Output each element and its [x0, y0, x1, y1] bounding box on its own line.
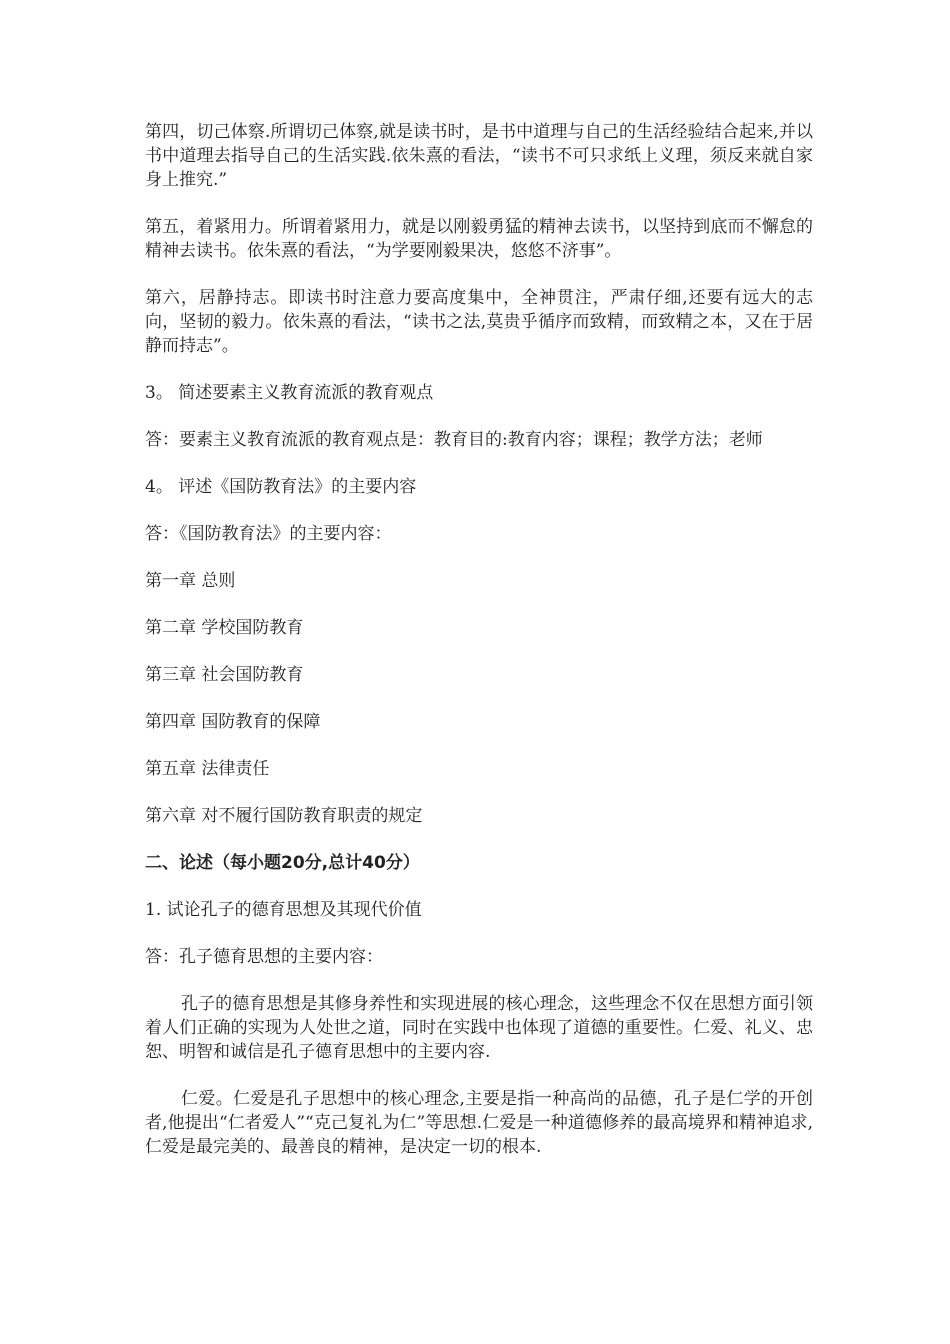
- paragraph-point-six: 第六，居静持志。即读书时注意力要高度集中，全神贯注，严肃仔细,还要有远大的志向，坚韧的毅力。依朱熹的看法，“读书之法,莫贵乎循序而致精，而致精之本，又在于居静而持志”。: [145, 288, 813, 356]
- question-3: 3。 简述要素主义教育流派的教育观点: [145, 383, 434, 403]
- paragraph-point-five: 第五，着紧用力。所谓着紧用力，就是以刚毅勇猛的精神去读书，以坚持到底而不懈怠的精神去读书。依朱熹的看法，“为学要刚毅果决，悠悠不济事”。: [145, 217, 813, 261]
- answer-3: 答：要素主义教育流派的教育观点是：教育目的:教育内容；课程；教学方法；老师: [145, 430, 763, 450]
- answer-4-intro: 答：《国防教育法》的主要内容：: [145, 524, 392, 544]
- chapter-2: 第二章 学校国防教育: [145, 618, 304, 638]
- essay-answer-1-intro: 答：孔子德育思想的主要内容：: [145, 947, 383, 967]
- paragraph-point-four: 第四，切己体察.所谓切己体察,就是读书时，是书中道理与自己的生活经验结合起来,并以书中道理去指导自己的生活实践.依朱熹的看法，“读书不可只求纸上义理，须反来就自家身上推究.”: [145, 122, 813, 190]
- essay-question-1: 1. 试论孔子的德育思想及其现代价值: [145, 900, 422, 920]
- chapter-6: 第六章 对不履行国防教育职责的规定: [145, 806, 423, 826]
- chapter-5: 第五章 法律责任: [145, 759, 270, 779]
- question-4: 4。 评述《国防教育法》的主要内容: [145, 477, 417, 497]
- chapter-1: 第一章 总则: [145, 571, 236, 591]
- essay-answer-1-paragraph-2: 仁爱。仁爱是孔子思想中的核心理念,主要是指一种高尚的品德，孔子是仁学的开创者,他提出“仁者爱人”“克己复礼为仁”等思想.仁爱是一种道德修养的最高境界和精神追求,仁爱是最完美的、最善良的精神，是决定一切的根本.: [145, 1089, 813, 1157]
- chapter-4: 第四章 国防教育的保障: [145, 712, 321, 732]
- essay-answer-1-paragraph-1: 孔子的德育思想是其修身养性和实现进展的核心理念，这些理念不仅在思想方面引领着人们正确的实现为人处世之道，同时在实践中也体现了道德的重要性。仁爱、礼义、忠恕、明智和诚信是孔子德育思想中的主要内容.: [145, 994, 813, 1062]
- section-heading: 二、论述（每小题20分,总计40分）: [145, 853, 420, 873]
- chapter-3: 第三章 社会国防教育: [145, 665, 304, 685]
- document-page: [145, 120, 813, 1182]
